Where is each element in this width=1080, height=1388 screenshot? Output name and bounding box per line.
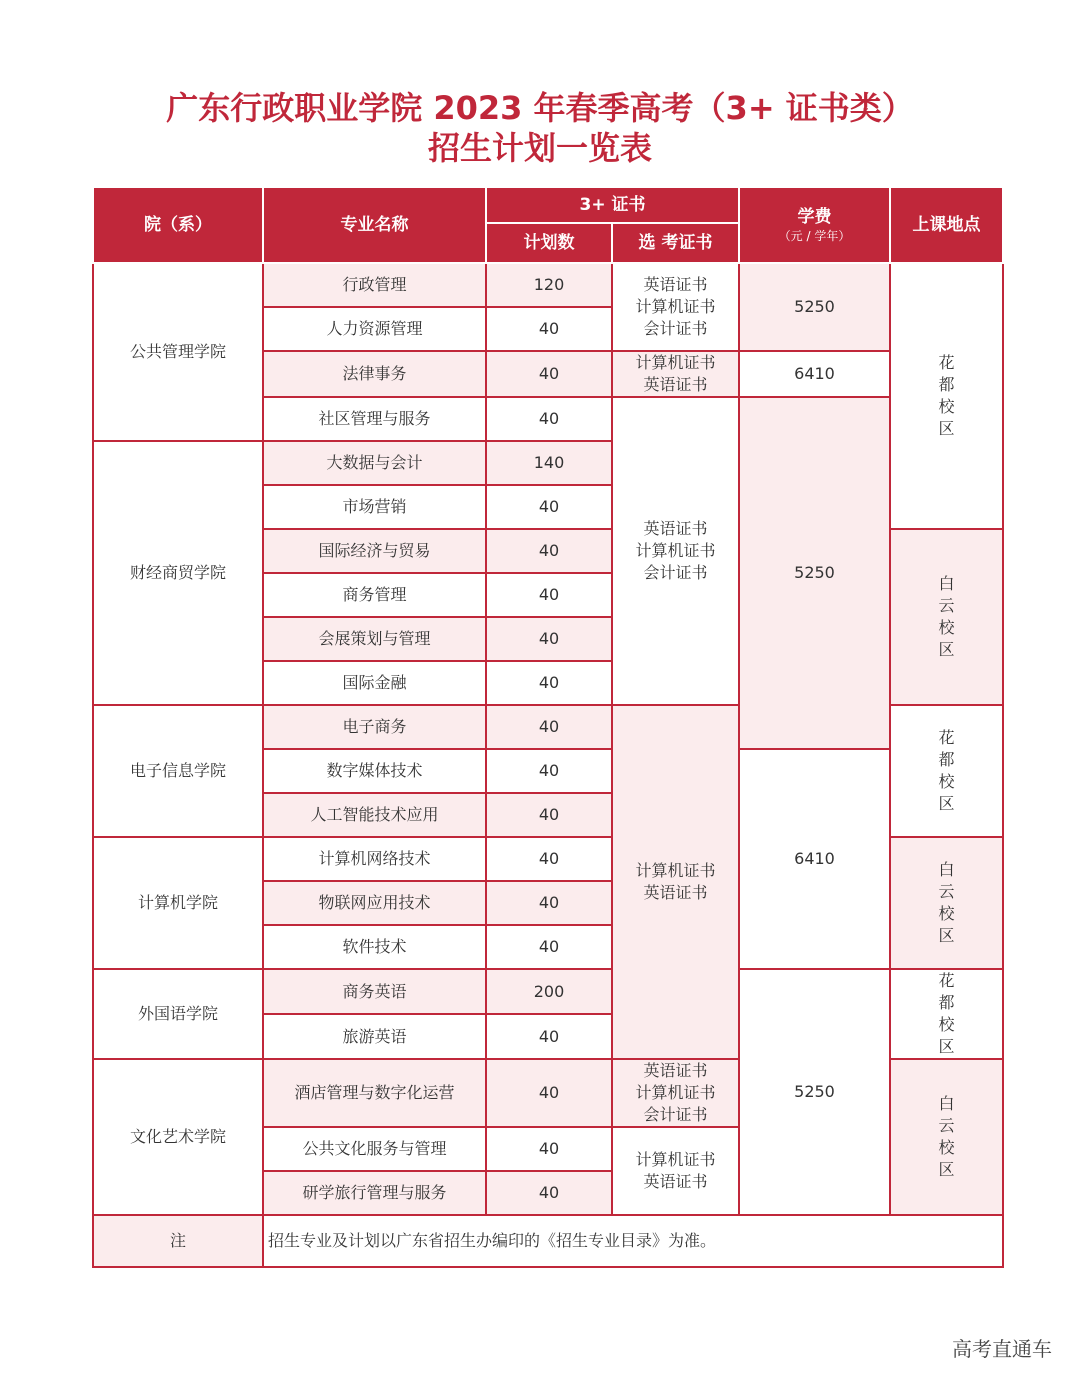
major-name: 人力资源管理 [263, 307, 486, 351]
major-name: 国际金融 [263, 661, 486, 705]
college-cell: 文化艺术学院 [93, 1059, 263, 1215]
major-name: 市场营销 [263, 485, 486, 529]
plan-count: 40 [486, 617, 612, 661]
header-fee [739, 187, 890, 263]
plan-count: 40 [486, 529, 612, 573]
major-name: 行政管理 [263, 263, 486, 307]
campus-cell: 白 云 校 区 [890, 529, 1003, 705]
major-name: 商务英语 [263, 969, 486, 1014]
major-name: 法律事务 [263, 351, 486, 397]
header-major: 专业名称 [263, 187, 486, 263]
fee-cell: 6410 [739, 351, 890, 397]
table-row [93, 263, 1003, 307]
plan-count: 40 [486, 485, 612, 529]
plan-count: 40 [486, 837, 612, 881]
watermark: 高考直通车 [952, 1337, 1052, 1361]
plan-count: 140 [486, 441, 612, 485]
plan-count: 40 [486, 925, 612, 969]
major-name: 人工智能技术应用 [263, 793, 486, 837]
cert-cell: 英语证书 计算机证书 会计证书 [612, 1059, 739, 1127]
header-cert: 选 考证书 [612, 223, 739, 263]
plan-count: 40 [486, 397, 612, 441]
major-name: 大数据与会计 [263, 441, 486, 485]
fee-cell: 6410 [739, 749, 890, 969]
major-name: 数字媒体技术 [263, 749, 486, 793]
campus-cell: 花 都 校 区 [890, 705, 1003, 837]
major-name: 电子商务 [263, 705, 486, 749]
campus-cell: 白 云 校 区 [890, 837, 1003, 969]
major-name: 研学旅行管理与服务 [263, 1171, 486, 1215]
fee-cell: 5250 [739, 969, 890, 1215]
header-fee-label: 学费 [797, 207, 832, 227]
plan-count: 40 [486, 881, 612, 925]
plan-count: 40 [486, 1014, 612, 1059]
note-label: 注 [93, 1215, 263, 1267]
plan-count: 200 [486, 969, 612, 1014]
plan-count: 40 [486, 749, 612, 793]
major-name: 社区管理与服务 [263, 397, 486, 441]
campus-cell: 白 云 校 区 [890, 1059, 1003, 1215]
cert-cell: 计算机证书 英语证书 [612, 351, 739, 397]
table-row [93, 969, 1003, 1014]
college-cell: 计算机学院 [93, 837, 263, 969]
cert-cell: 计算机证书 英语证书 [612, 705, 739, 1059]
major-name: 公共文化服务与管理 [263, 1127, 486, 1171]
page-subtitle: 招生计划一览表 [427, 129, 652, 167]
note-text: 招生专业及计划以广东省招生办编印的《招生专业目录》为准。 [263, 1215, 1003, 1267]
cert-cell: 计算机证书 英语证书 [612, 1127, 739, 1215]
cert-cell: 英语证书 计算机证书 会计证书 [612, 397, 739, 705]
major-name: 国际经济与贸易 [263, 529, 486, 573]
header-location: 上课地点 [890, 187, 1003, 263]
plan-count: 40 [486, 351, 612, 397]
major-name: 会展策划与管理 [263, 617, 486, 661]
plan-count: 40 [486, 661, 612, 705]
plan-count: 40 [486, 705, 612, 749]
campus-cell: 花 都 校 区 [890, 969, 1003, 1059]
plan-count: 120 [486, 263, 612, 307]
major-name: 旅游英语 [263, 1014, 486, 1059]
campus-cell: 花 都 校 区 [890, 263, 1003, 529]
college-cell: 公共管理学院 [93, 263, 263, 441]
major-name: 软件技术 [263, 925, 486, 969]
plan-count: 40 [486, 573, 612, 617]
page-title: 广东行政职业学院 2023 年春季高考（3+ 证书类） [166, 89, 914, 127]
college-cell: 电子信息学院 [93, 705, 263, 837]
major-name: 物联网应用技术 [263, 881, 486, 925]
fee-cell: 5250 [739, 263, 890, 351]
header-college: 院（系） [93, 187, 263, 263]
plan-count: 40 [486, 1059, 612, 1127]
enrollment-table [92, 186, 1004, 1268]
cert-cell: 英语证书 计算机证书 会计证书 [612, 263, 739, 351]
plan-count: 40 [486, 307, 612, 351]
note-row [93, 1215, 1003, 1267]
fee-cell: 5250 [739, 397, 890, 749]
major-name: 酒店管理与数字化运营 [263, 1059, 486, 1127]
plan-count: 40 [486, 793, 612, 837]
college-cell: 财经商贸学院 [93, 441, 263, 705]
header-cert-group: 3+ 证书 [486, 187, 739, 223]
major-name: 商务管理 [263, 573, 486, 617]
plan-count: 40 [486, 1171, 612, 1215]
major-name: 计算机网络技术 [263, 837, 486, 881]
header-plan: 计划数 [486, 223, 612, 263]
plan-count: 40 [486, 1127, 612, 1171]
header-fee-unit: （元 / 学年） [778, 229, 851, 243]
college-cell: 外国语学院 [93, 969, 263, 1059]
